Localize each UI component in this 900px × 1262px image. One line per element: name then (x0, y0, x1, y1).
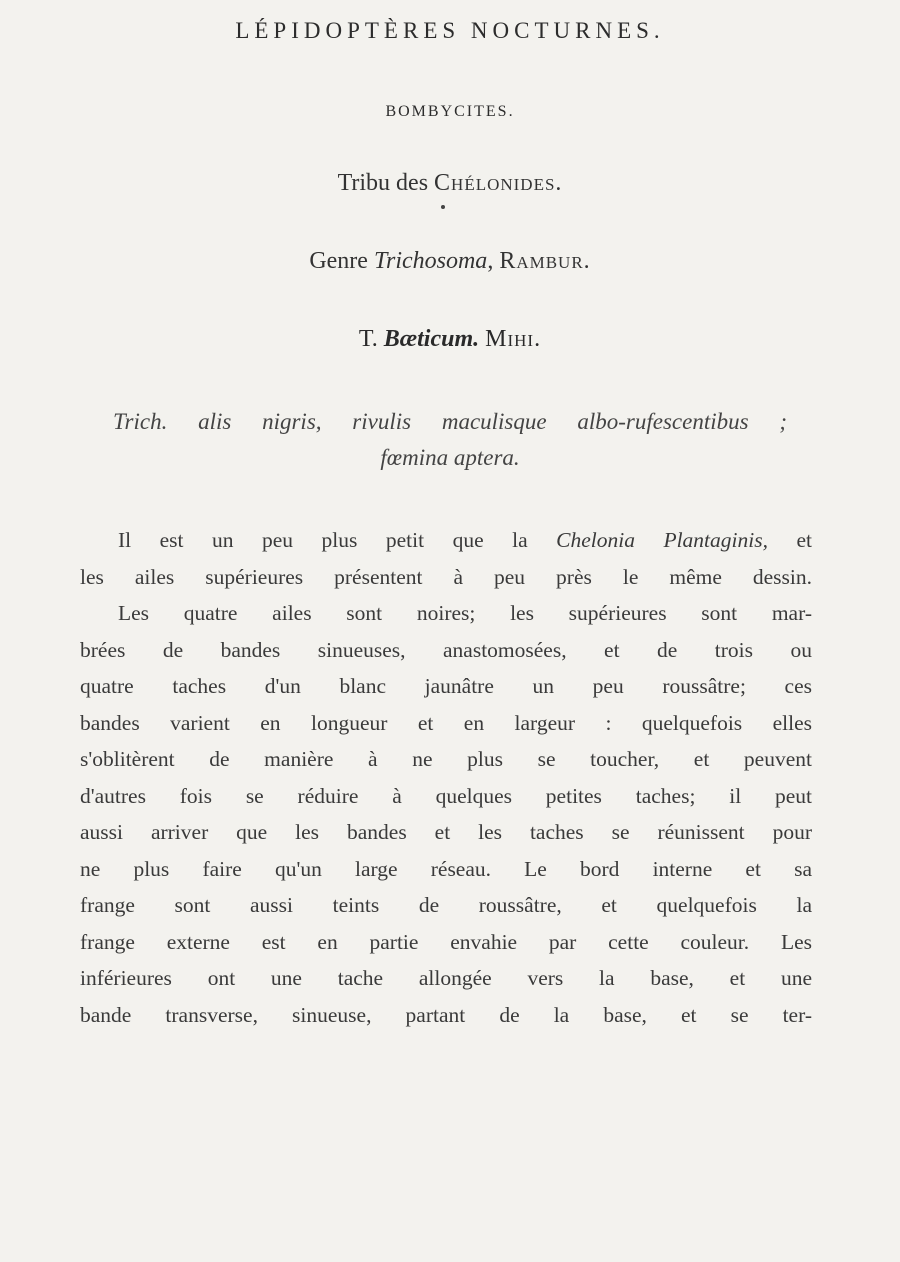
body-line-7: s'oblitèrent de manière à ne plus se toucher, et peuvent (80, 747, 812, 771)
description-paragraph (80, 522, 812, 1033)
latin-diagnosis (113, 404, 787, 476)
tribe-heading (0, 170, 900, 197)
species-name: Bæticum. (383, 326, 480, 352)
body-line-8: d'autres fois se réduire à quelques petites taches; il peut (80, 783, 812, 808)
body-line-12: frange externe est en partie envahie par cette couleur. Les (80, 929, 812, 954)
body-line-4: brées de bandes sinueuses, anastomosées, et de trois ou (80, 637, 812, 662)
body-line-1: Il est un peu plus petit que la Chelonia Plantaginis, et (118, 528, 812, 552)
body-line-11: frange sont aussi teints de roussâtre, et quelquefois la (80, 893, 812, 917)
body-line-10: ne plus faire qu'un large réseau. Le bord interne et sa (80, 856, 812, 881)
genus-author: Rambur. (499, 248, 591, 274)
body-line-9: aussi arriver que les bandes et les taches se réunissent pour (80, 820, 812, 844)
tribe-prefix: Tribu des (337, 170, 429, 196)
ornament-dot (441, 205, 445, 209)
species-author: Mihi. (485, 326, 542, 352)
genus-prefix: Genre (309, 248, 368, 274)
tribe-name: Chélonides. (434, 170, 563, 196)
body-species-reference: Chelonia Plantaginis, (556, 528, 768, 552)
diagnosis-line-1: Trich. alis nigris, rivulis maculisque albo-rufescentibus ; (113, 409, 787, 434)
genus-name: Trichosoma (373, 248, 488, 274)
body-line-13: inférieures ont une tache allongée vers la base, et une (80, 966, 812, 990)
species-abbrev: T. (358, 326, 378, 352)
genus-heading (0, 248, 900, 275)
diagnosis-line-2: fœmina aptera. (380, 445, 520, 470)
body-line-3: Les quatre ailes sont noires; les supérieures sont mar- (118, 601, 812, 625)
section-heading: BOMBYCITES. (385, 103, 515, 120)
genus-separator: , (487, 248, 494, 274)
body-line-2: les ailes supérieures présentent à peu près le même dessin. (80, 564, 812, 589)
body-line-14: bande transverse, sinueuse, partant de la base, et se ter- (80, 1002, 812, 1027)
body-line-6: bandes varient en longueur et en largeur : quelquefois elles (80, 710, 812, 735)
species-heading (0, 326, 900, 353)
body-line-5: quatre taches d'un blanc jaunâtre un peu roussâtre; ces (80, 674, 812, 698)
running-head: LÉPIDOPTÈRES NOCTURNES. (235, 18, 665, 43)
